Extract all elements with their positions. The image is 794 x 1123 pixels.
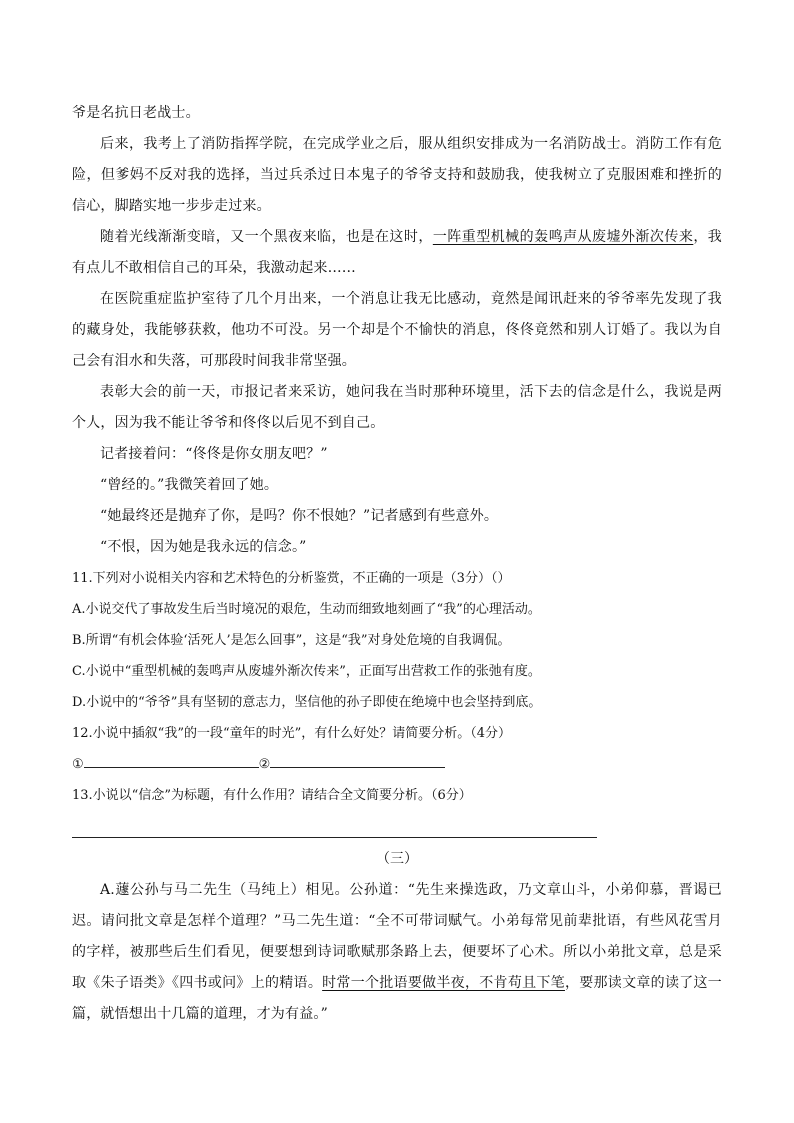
passage-paragraph (72, 222, 722, 284)
answer-line-13[interactable] (72, 811, 597, 838)
passage-text: ，要那读文章的读了这一篇，就悟想出十几篇的道理，才为有益。” (72, 975, 722, 1022)
blank-marker-2: ② (258, 757, 271, 772)
blank-marker-1: ① (72, 757, 84, 772)
dialogue-line: “她最终还是抛弃了你，是吗？你不恨她？”记者感到有些意外。 (100, 508, 499, 524)
option-b: B.所谓“有机会体验‘活死人’是怎么回事”，这是“我”对身处危境的自我调侃。 (72, 633, 511, 648)
option-a: A.小说交代了事故发生后当时境况的艰危，生动而细致地刻画了“我”的心理活动。 (72, 602, 541, 617)
document-page (72, 98, 722, 1030)
passage-paragraph: 爷是名抗日老战士。 (72, 105, 200, 121)
dialogue-line: “不恨，因为她是我永远的信念。” (100, 539, 307, 555)
passage-text: A.蘧公孙与马二先生（马纯上）相见。公孙道：“先生来操选政，乃文章山斗，小弟仰慕，晋谒已迟。请问批文章是怎样个道理？”马二先生道：“全不可带词赋气。小弟每常见前辈批语，有些风花雪月的字样，被那些后生们看见，便要想到诗词歌赋那条路上去，便要坏了心术。所以小弟批文章，总是采取《朱子语类》《四书或问》上的精语。 (72, 882, 722, 991)
underlined-sentence: 一阵重型机械的轰鸣声从废墟外渐次传来 (432, 229, 694, 245)
answer-blanks-12 (72, 749, 722, 780)
answer-blank-2[interactable] (270, 753, 445, 768)
passage-paragraph: 后来，我考上了消防指挥学院，在完成学业之后，服从组织安排成为一名消防战士。消防工作有危险，但爹妈不反对我的选择，当过兵杀过日本鬼子的爷爷支持和鼓励我，使我树立了克服困难和挫折的信心，脚踏实地一步步走过来。 (72, 136, 722, 214)
passage-paragraph (72, 875, 722, 1030)
answer-blank-1[interactable] (84, 753, 259, 768)
section-heading: （三） (376, 851, 418, 867)
option-c: C.小说中“重型机械的轰鸣声从废墟外渐次传来”，正面写出营救工作的张弛有度。 (72, 664, 541, 679)
question-13: 13.小说以“信念”为标题，有什么作用？请结合全文简要分析。（6分） (72, 788, 472, 803)
passage-paragraph: 在医院重症监护室待了几个月出来，一个消息让我无比感动，竟然是闻讯赶来的爷爷率先发现了我的藏身处，我能够获救，他功不可没。另一个却是个不愉快的消息，佟佟竟然和别人订婚了。我以为自己会有泪水和失落，可那段时间我非常坚强。 (72, 291, 722, 369)
dialogue-line: 记者接着问：“佟佟是你女朋友吧？” (100, 446, 328, 462)
underlined-sentence: 时常一个批语要做半夜，不肯苟且下笔 (322, 975, 565, 991)
option-d: D.小说中的“爷爷”具有坚韧的意志力，坚信他的孙子即使在绝境中也会坚持到底。 (72, 695, 542, 710)
passage-text: ，我有点儿不敢相信自己的耳朵，我激动起来…… (72, 229, 722, 276)
passage-paragraph: 表彰大会的前一天，市报记者来采访，她问我在当时那种环境里，活下去的信念是什么，我说是两个人，因为我不能让爷爷和佟佟以后见不到自己。 (72, 384, 722, 431)
question-11: 11.下列对小说相关内容和艺术特色的分析鉴赏，不正确的一项是（3分）（） (72, 571, 511, 586)
dialogue-line: “曾经的。”我微笑着回了她。 (100, 477, 279, 493)
question-12: 12.小说中插叙“我”的一段“童年的时光”，有什么好处？请简要分析。（4分） (72, 726, 512, 741)
passage-text: 随着光线渐渐变暗，又一个黑夜来临，也是在这时， (100, 229, 433, 245)
